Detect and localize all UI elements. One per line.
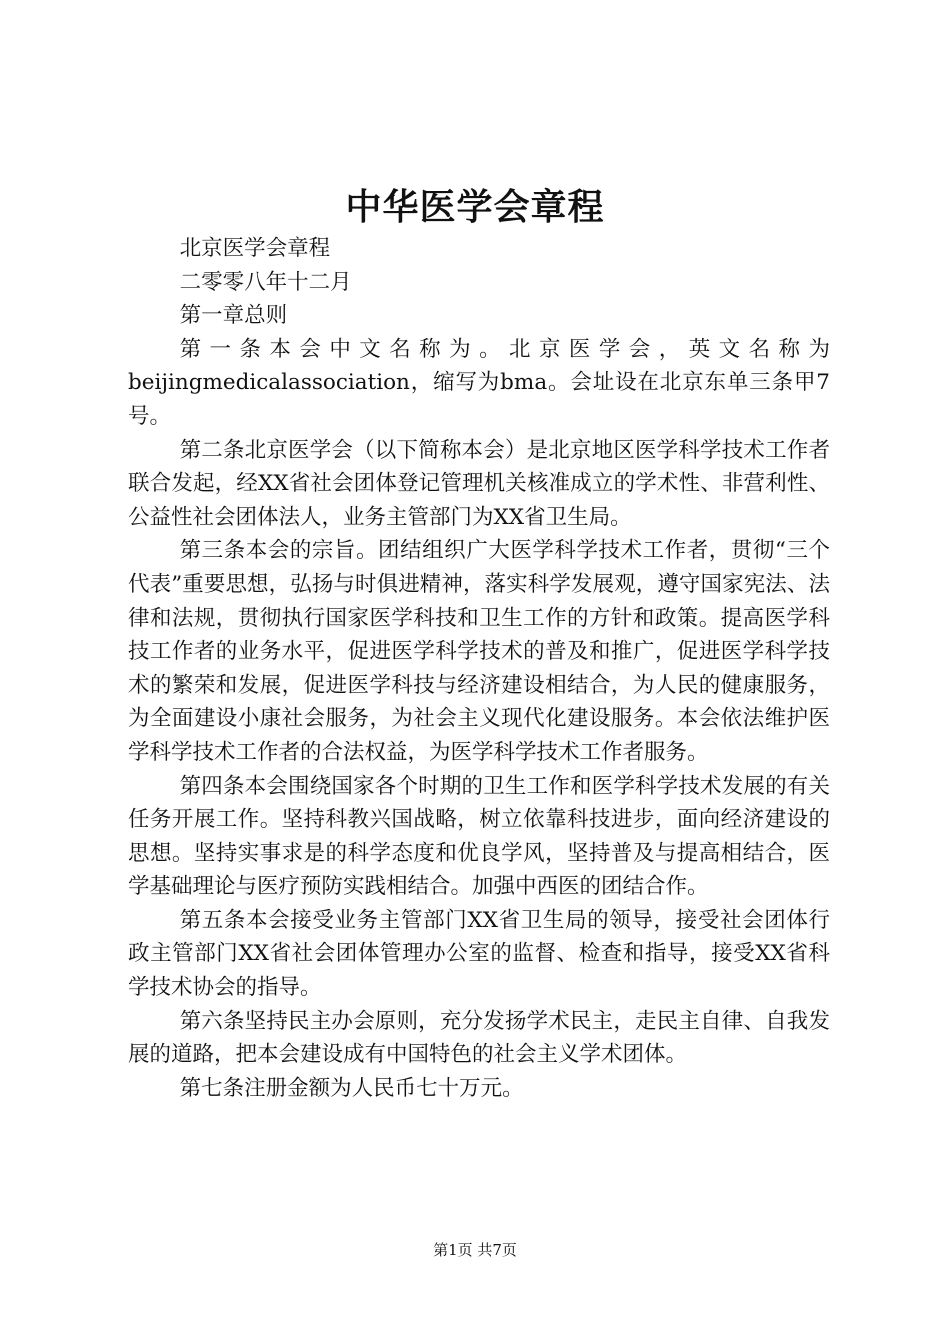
article-6: 第六条坚持民主办会原则，充分发扬学术民主，走民主自律、自我发展的道路，把本会建设成有中国特色的社会主义学术团体。	[128, 1008, 830, 1068]
chapter-heading: 第一章总则	[179, 303, 288, 329]
article-2: 第二条北京医学会（以下简称本会）是北京地区医学科学技术工作者联合发起，经XX省社会团体登记管理机关核准成立的学术性、非营利性、公益性社会团体法人，业务主管部门为XX省卫生局。	[128, 437, 830, 530]
article-3: 第三条本会的宗旨。团结组织广大医学科学技术工作者，贯彻“三个代表”重要思想，弘扬与时俱进精神，落实科学发展观，遵守国家宪法、法律和法规，贯彻执行国家医学科技和卫生工作的方针和政策。提高医学科技工作者的业务水平，促进医学科学技术的普及和推广，促进医学科学技术的繁荣和发展，促进医学科技与经济建设相结合，为人民的健康服务，为全面建设小康社会服务，为社会主义现代化建设服务。本会依法维护医学科学技术工作者的合法权益，为医学科学技术工作者服务。	[128, 538, 830, 765]
article-1: 第一条本会中文名称为。北京医学会，英文名称为beijingmedicalassociation，缩写为bma。会址设在北京东单三条甲7号。	[128, 336, 830, 429]
date-line: 二零零八年十二月	[179, 269, 352, 295]
document-title: 中华医学会章程	[345, 186, 605, 228]
org-name-line: 北京医学会章程	[179, 236, 331, 261]
article-4: 第四条本会围绕国家各个时期的卫生工作和医学科学技术发展的有关任务开展工作。坚持科教兴国战略，树立依靠科技进步，面向经济建设的思想。坚持实事求是的科学态度和优良学风，坚持普及与提高相结合，医学基础理论与医疗预防实践相结合。加强中西医的团结合作。	[128, 773, 830, 900]
page-footer: 第1页 共7页	[433, 1241, 517, 1259]
article-5: 第五条本会接受业务主管部门XX省卫生局的领导，接受社会团体行政主管部门XX省社会团体管理办公室的监督、检查和指导，接受XX省科学技术协会的指导。	[128, 907, 830, 1001]
document-body	[128, 232, 830, 1105]
article-7: 第七条注册金额为人民币七十万元。	[179, 1075, 524, 1101]
